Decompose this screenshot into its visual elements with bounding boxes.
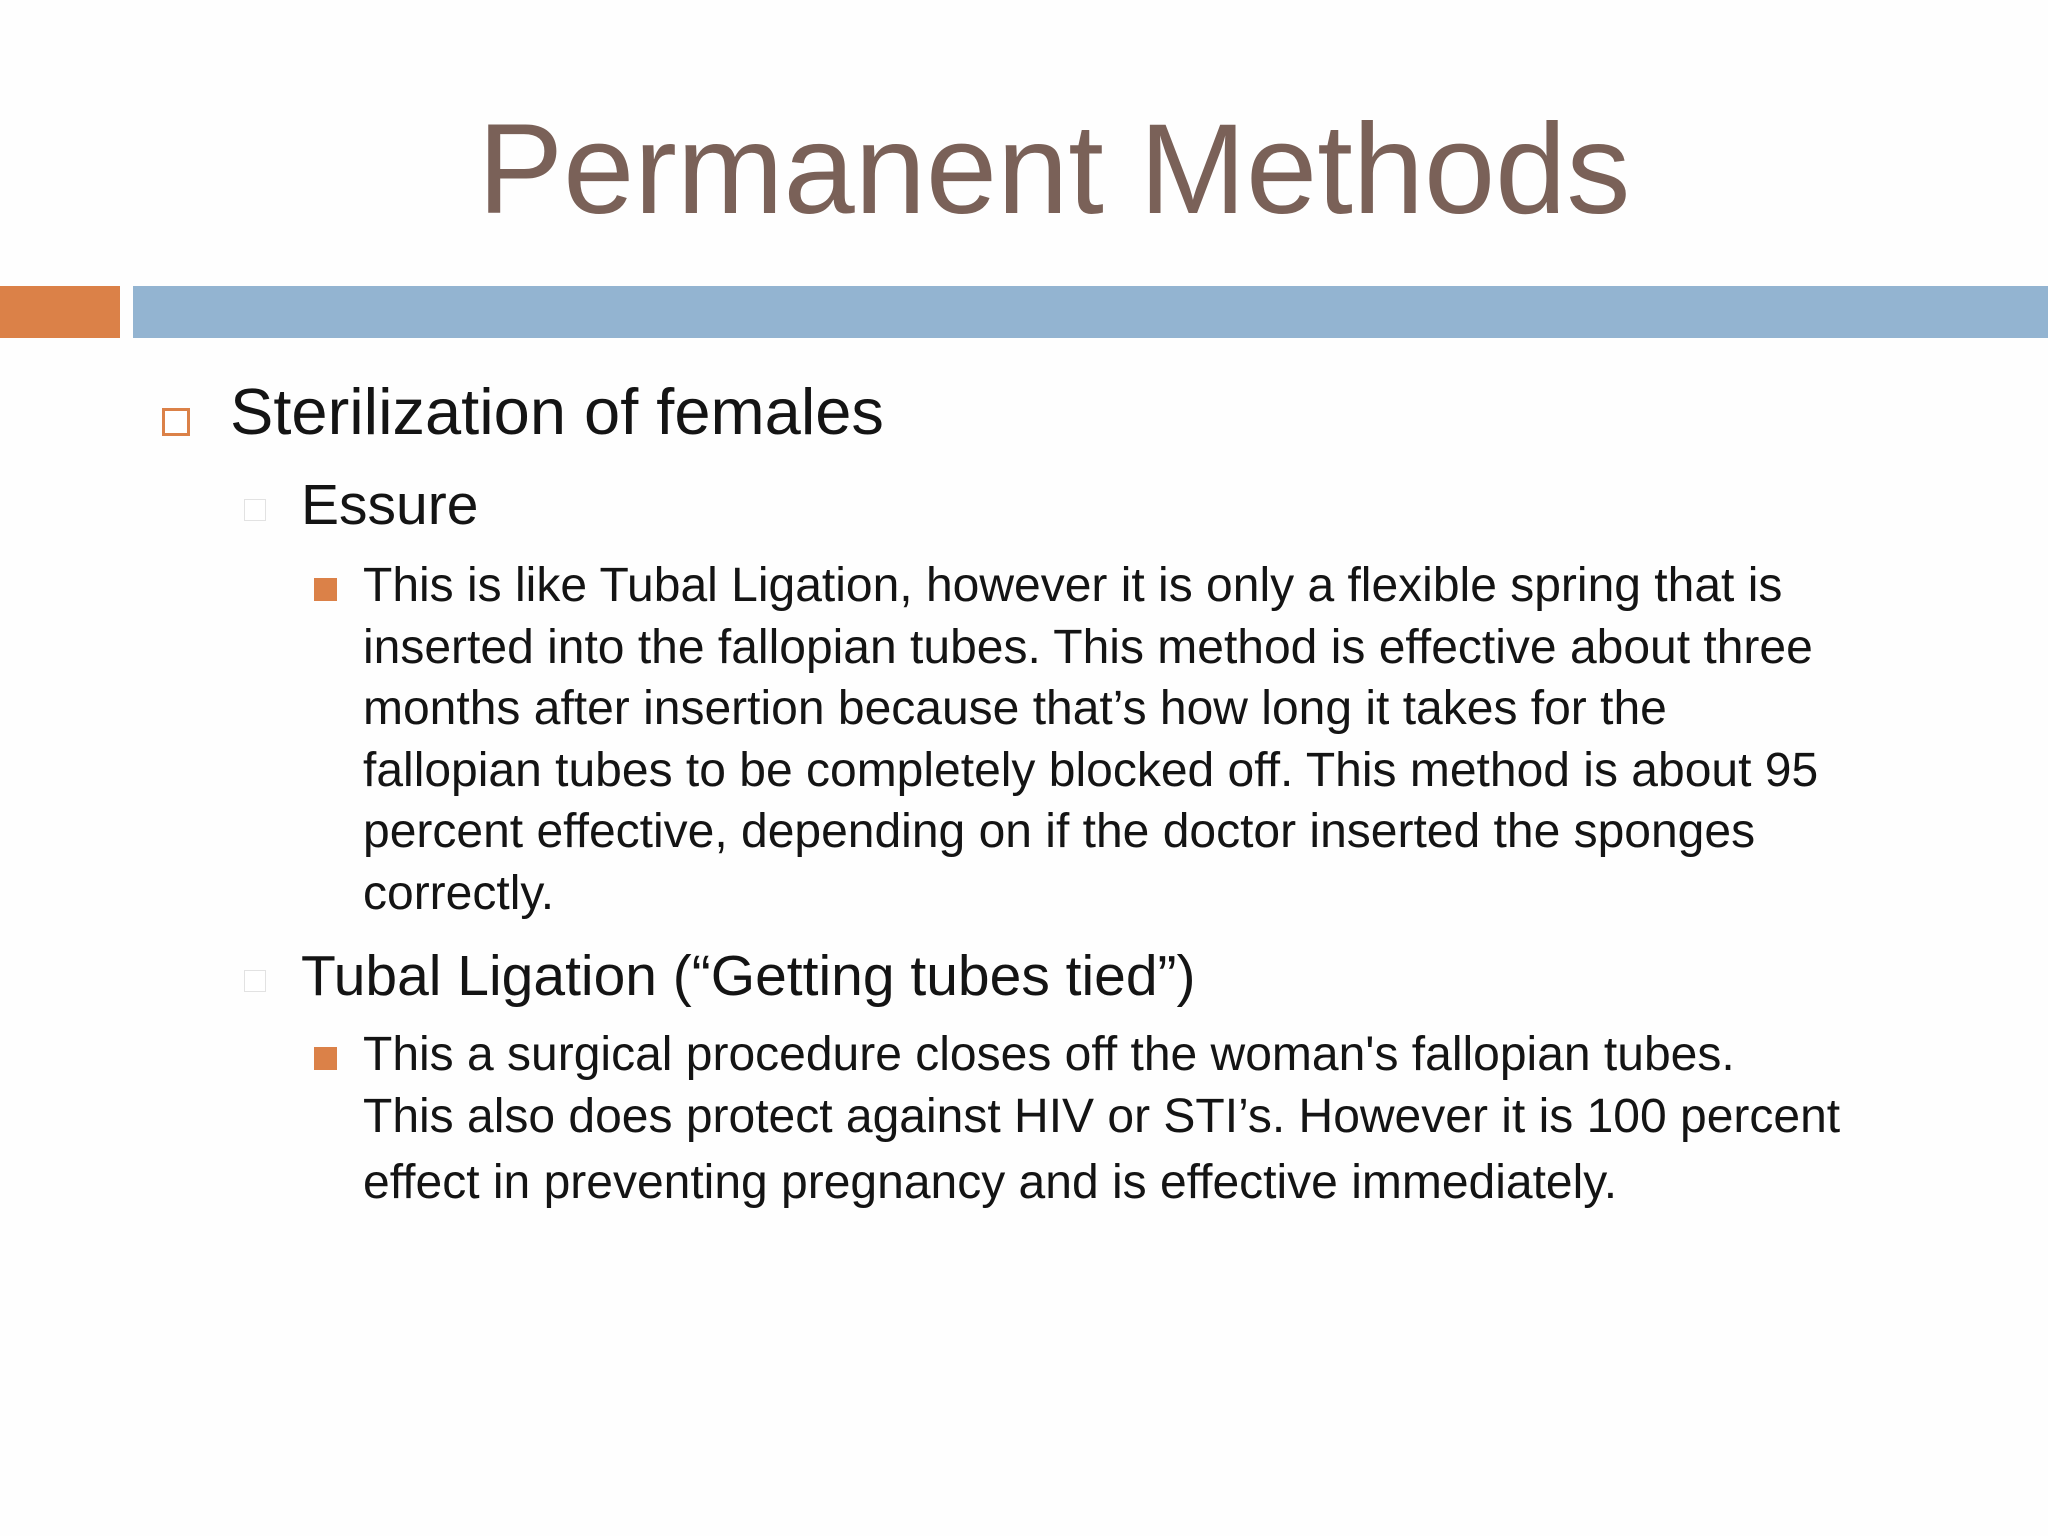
square-bullet-icon xyxy=(244,499,266,521)
item-label-essure: Essure xyxy=(301,473,479,537)
detail-line: effect in preventing pregnancy and is effective immediately. xyxy=(363,1156,1618,1209)
hollow-square-bullet-icon xyxy=(162,408,190,436)
detail-line: inserted into the fallopian tubes. This method is effective about three xyxy=(363,620,1813,674)
detail-line: months after insertion because that’s how long it takes for the xyxy=(363,682,1667,735)
detail-line: correctly. xyxy=(363,866,555,920)
title-divider-bar-blue xyxy=(133,286,2048,338)
slide-title: Permanent Methods xyxy=(477,98,1631,241)
detail-line: This is like Tubal Ligation, however it is only a flexible spring that is xyxy=(363,559,1783,612)
filled-square-bullet-icon xyxy=(314,578,337,601)
item-detail-tubal-ligation xyxy=(363,1024,1840,1214)
detail-line: This a surgical procedure closes off the woman's fallopian tubes. xyxy=(363,1028,1735,1081)
detail-line: fallopian tubes to be completely blocked off. This method is about 95 xyxy=(363,743,1819,797)
square-bullet-icon xyxy=(244,970,266,992)
detail-line: This also does protect against HIV or STI’s. However it is 100 percent xyxy=(363,1089,1841,1143)
section-heading: Sterilization of females xyxy=(230,375,884,448)
filled-square-bullet-icon xyxy=(314,1047,337,1070)
title-accent-bar-orange xyxy=(0,286,120,338)
item-label-tubal-ligation: Tubal Ligation (“Getting tubes tied”) xyxy=(301,944,1196,1008)
detail-line: percent effective, depending on if the doctor inserted the sponges xyxy=(363,805,1756,858)
item-detail-essure xyxy=(363,555,1818,924)
